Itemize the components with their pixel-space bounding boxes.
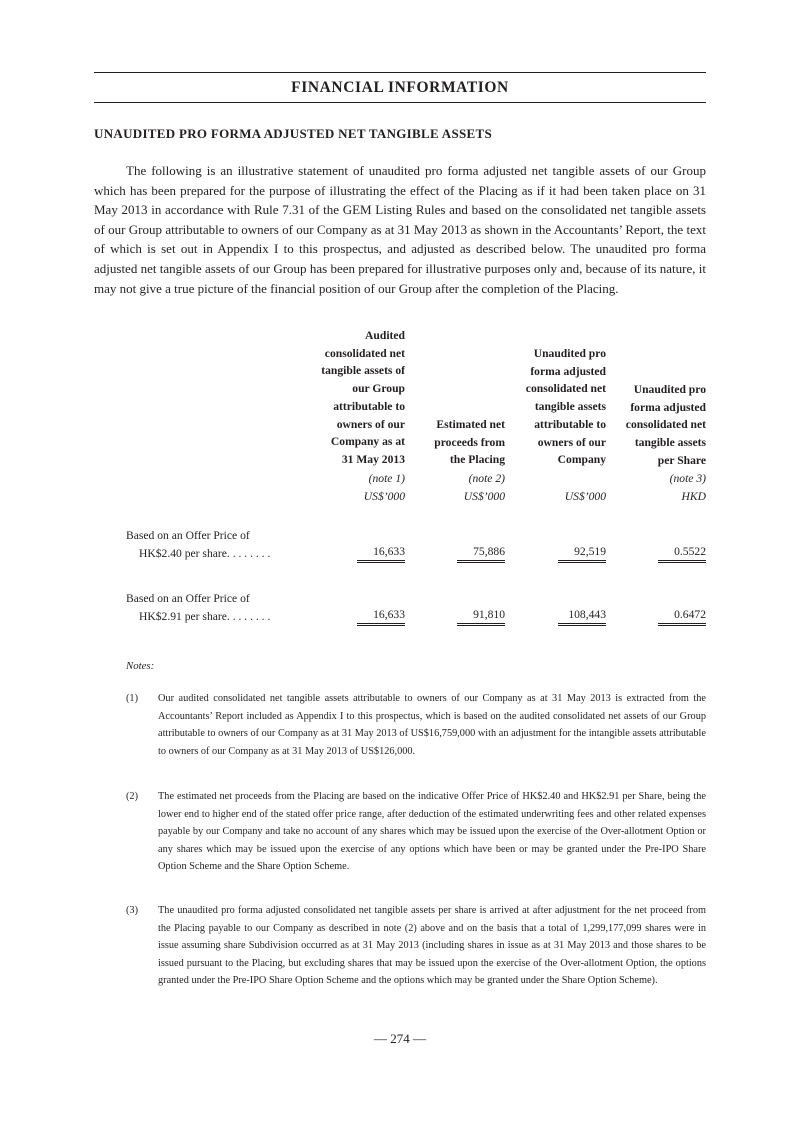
table-cell: 108,443 — [558, 608, 606, 626]
row-label-line1: Based on an Offer Price of — [126, 529, 250, 542]
note-text: The unaudited pro forma adjusted consolidated net tangible assets per share is arrived at after adjustment for the net proceed from the Placing payable to our Company as described in note (2) above and on the basis that a total of 1,299,177,099 shares were in issue assuming share Subdivision occurred as at 31 May 2013 (including shares in issue as at 31 May 2013 and those shares to be issued pursuant to the Placing, but excluding shares that may be issued upon the exercise of the Over-allotment Option, the options granted under the Pre-IPO Share Option Scheme and the options which may be granted under the Share Option Scheme). — [158, 905, 706, 987]
col-unit-4: HKD — [681, 490, 706, 503]
page-number: — 274 — — [374, 1031, 426, 1046]
notes-title: Notes: — [126, 660, 155, 672]
row-label-line2: HK$2.40 per share. . . . . . . . — [139, 546, 271, 560]
note-item-1 — [126, 690, 706, 760]
note-text: Our audited consolidated net tangible assets attributable to owners of our Company as at 31 May 2013 is extracted from the Accountants’ Report included as Appendix I to this prospectus, which is based on the audited consolidated net assets of our Group attributable to owners of our Company as at 31 May 2013 of US$16,759,000 with an adjustment for the intangible assets attributable to owners of our Company as at 31 May 2013 of US$126,000. — [158, 693, 706, 757]
note-number: (3) — [126, 905, 139, 916]
table-cell: 0.5522 — [658, 545, 706, 563]
col-header-audited-nta: Audited consolidated net tangible assets of our Group attributable to owners of our Company as at 31 May 2013 — [321, 329, 405, 466]
col-header-net-proceeds: Estimated net proceeds from the Placing — [434, 418, 505, 467]
table-cell: 75,886 — [457, 545, 505, 563]
row-label-line2: HK$2.91 per share. . . . . . . . — [139, 609, 271, 623]
header-top-rule — [94, 72, 706, 73]
section-heading: UNAUDITED PRO FORMA ADJUSTED NET TANGIBLE ASSETS — [94, 126, 492, 141]
col-note-ref-4: (note 3) — [669, 472, 706, 485]
table-cell: 16,633 — [357, 545, 405, 563]
col-unit-1: US$’000 — [363, 490, 405, 503]
table-row-label — [126, 590, 270, 626]
note-number: (2) — [126, 791, 139, 802]
col-header-nta-per-share: Unaudited pro forma adjusted consolidated net tangible assets per Share — [625, 383, 706, 467]
table-cell: 92,519 — [558, 545, 606, 563]
col-unit-2: US$’000 — [463, 490, 505, 503]
intro-paragraph: The following is an illustrative statement of unaudited pro forma adjusted net tangible assets of our Group which has been prepared for the purpose of illustrating the effect of the Placing as if it had been taken place on 31 May 2013 in accordance with Rule 7.31 of the GEM Listing Rules and based on the consolidated net tangible assets of our Group attributable to owners of our Company as at 31 May 2013 as shown in the Accountants’ Report, the text of which is set out in Appendix I to this prospectus, and adjusted as described below. The unaudited pro forma adjusted net tangible assets of our Group has been prepared for illustrative purposes only and, because of its nature, it may not give a true picture of the financial position of our Group after the completion of the Placing. — [94, 163, 706, 296]
table-cell: 16,633 — [357, 608, 405, 626]
col-header-pro-forma-nta: Unaudited pro forma adjusted consolidated net tangible assets attributable to owners of our Company — [525, 347, 606, 467]
col-unit-3: US$’000 — [564, 490, 606, 503]
note-text: The estimated net proceeds from the Placing are based on the indicative Offer Price of HK$2.40 and HK$2.91 per Share, being the lower end to higher end of the stated offer price range, after deduction of the estimated underwriting fees and other related expenses payable by our Company and take no account of any shares which may be issued upon the exercise of the Over-allotment Option or any shares which may be issued upon the exercise of any options which have been or may be granted under the Pre-IPO Share Option Scheme and the Share Option Scheme. — [158, 791, 706, 873]
col-note-ref-2: (note 2) — [468, 472, 505, 485]
table-cell: 0.6472 — [658, 608, 706, 626]
note-number: (1) — [126, 693, 139, 704]
note-item-2 — [126, 788, 706, 876]
table-row-label — [126, 527, 270, 563]
row-label-line1: Based on an Offer Price of — [126, 592, 250, 605]
table-cell: 91,810 — [457, 608, 505, 626]
col-note-ref-1: (note 1) — [368, 472, 405, 485]
header-bottom-rule — [94, 102, 706, 103]
page-title: FINANCIAL INFORMATION — [291, 79, 509, 96]
note-item-3 — [126, 902, 706, 990]
